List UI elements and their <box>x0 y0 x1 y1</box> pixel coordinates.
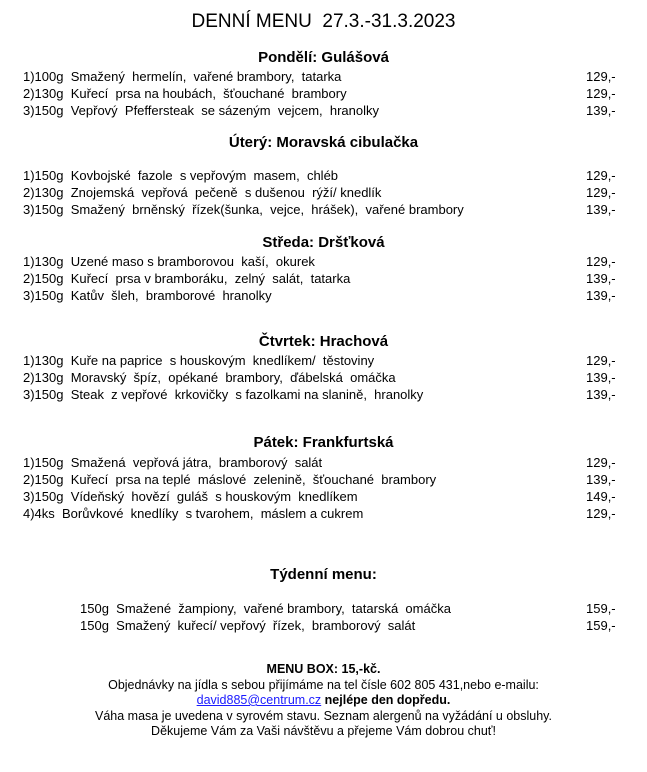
menu-item <box>0 103 647 120</box>
item-price: 129,- <box>586 185 616 200</box>
item-name: 150g Smažené žampiony, vařené brambory, tatarská omáčka <box>80 601 451 616</box>
item-price: 139,- <box>586 472 616 487</box>
item-price: 129,- <box>586 353 616 368</box>
item-price: 129,- <box>586 254 616 269</box>
menu-title: DENNÍ MENU 27.3.-31.3.2023 <box>191 11 456 32</box>
email-link[interactable]: david885@centrum.cz <box>196 693 322 707</box>
menu-item <box>0 489 647 506</box>
item-name: 1)150g Kovbojské fazole s vepřovým masem, chléb <box>23 168 339 183</box>
item-name: 3)150g Katův šleh, bramborové hranolky <box>23 288 272 303</box>
item-price: 129,- <box>586 168 616 183</box>
menu-item <box>0 455 647 472</box>
menu-item <box>0 254 647 271</box>
item-price: 129,- <box>586 455 616 470</box>
item-price: 149,- <box>586 489 616 504</box>
item-price: 129,- <box>586 506 616 521</box>
item-price: 159,- <box>586 618 616 633</box>
day-heading-thursday: Čtvrtek: Hrachová <box>258 333 389 350</box>
item-price: 139,- <box>586 387 616 402</box>
email-line <box>0 693 647 709</box>
item-price: 129,- <box>586 86 616 101</box>
item-name: 2)130g Kuřecí prsa na houbách, šťouchané brambory <box>23 86 347 101</box>
item-name: 3)150g Vepřový Pfeffersteak se sázeným vejcem, hranolky <box>23 103 379 118</box>
menu-item <box>0 506 647 523</box>
item-price: 139,- <box>586 202 616 217</box>
footer-info <box>0 662 647 740</box>
menu-item <box>0 353 647 370</box>
day-heading-tuesday: Úterý: Moravská cibulačka <box>228 134 419 151</box>
menu-item <box>0 271 647 288</box>
item-name: 1)100g Smažený hermelín, vařené brambory, tatarka <box>23 69 342 84</box>
menu-box-note: MENU BOX: 15,-kč. <box>266 662 381 676</box>
item-name: 3)150g Smažený brněnský řízek(šunka, vejce, hrášek), vařené brambory <box>23 202 464 217</box>
weekly-menu-item <box>0 601 647 618</box>
menu-item <box>0 387 647 404</box>
menu-item <box>0 370 647 387</box>
weight-note: Váha masa je uvedena v syrovém stavu. Seznam alergenů na vyžádání u obsluhy. <box>95 708 552 723</box>
menu-item <box>0 69 647 86</box>
item-name: 3)150g Steak z vepřové krkovičky s fazolkami na slanině, hranolky <box>23 387 424 402</box>
item-price: 129,- <box>586 69 616 84</box>
order-note: Objednávky na jídla s sebou přijímáme na tel čísle 602 805 431,nebo e-mailu: <box>108 677 539 692</box>
item-name: 1)150g Smažená vepřová játra, bramborový salát <box>23 455 323 470</box>
thanks-note: Děkujeme Vám za Vaši návštěvu a přejeme Vám dobrou chuť! <box>151 724 496 738</box>
day-heading-monday: Pondělí: Gulášová <box>258 49 389 66</box>
menu-item <box>0 288 647 305</box>
menu-item <box>0 202 647 219</box>
item-price: 139,- <box>586 288 616 303</box>
item-name: 2)150g Kuřecí prsa v bramboráku, zelný salát, tatarka <box>23 271 351 286</box>
weekly-menu-item <box>0 618 647 635</box>
item-price: 139,- <box>586 370 616 385</box>
day-heading-friday: Pátek: Frankfurtská <box>253 434 394 451</box>
day-heading-wednesday: Středa: Dršťková <box>262 234 385 251</box>
menu-item <box>0 472 647 489</box>
weekly-menu-heading: Týdenní menu: <box>270 566 377 583</box>
item-name: 2)130g Znojemská vepřová pečeně s dušenou rýží/ knedlík <box>23 185 382 200</box>
menu-item <box>0 168 647 185</box>
item-name: 1)130g Uzené maso s bramborovou kaší, okurek <box>23 254 315 269</box>
menu-item <box>0 86 647 103</box>
item-price: 139,- <box>586 103 616 118</box>
item-name: 2)150g Kuřecí prsa na teplé máslové zelenině, šťouchané brambory <box>23 472 437 487</box>
item-price: 159,- <box>586 601 616 616</box>
email-suffix: nejlépe den dopředu. <box>321 693 451 707</box>
item-name: 1)130g Kuře na paprice s houskovým knedlíkem/ těstoviny <box>23 353 375 368</box>
item-name: 150g Smažený kuřecí/ vepřový řízek, bramborový salát <box>80 618 416 633</box>
item-name: 2)130g Moravský špíz, opékané brambory, ďábelská omáčka <box>23 370 396 385</box>
item-name: 4)4ks Borůvkové knedlíky s tvarohem, máslem a cukrem <box>23 506 364 521</box>
item-name: 3)150g Vídeňský hovězí guláš s houskovým knedlíkem <box>23 489 358 504</box>
item-price: 139,- <box>586 271 616 286</box>
menu-item <box>0 185 647 202</box>
